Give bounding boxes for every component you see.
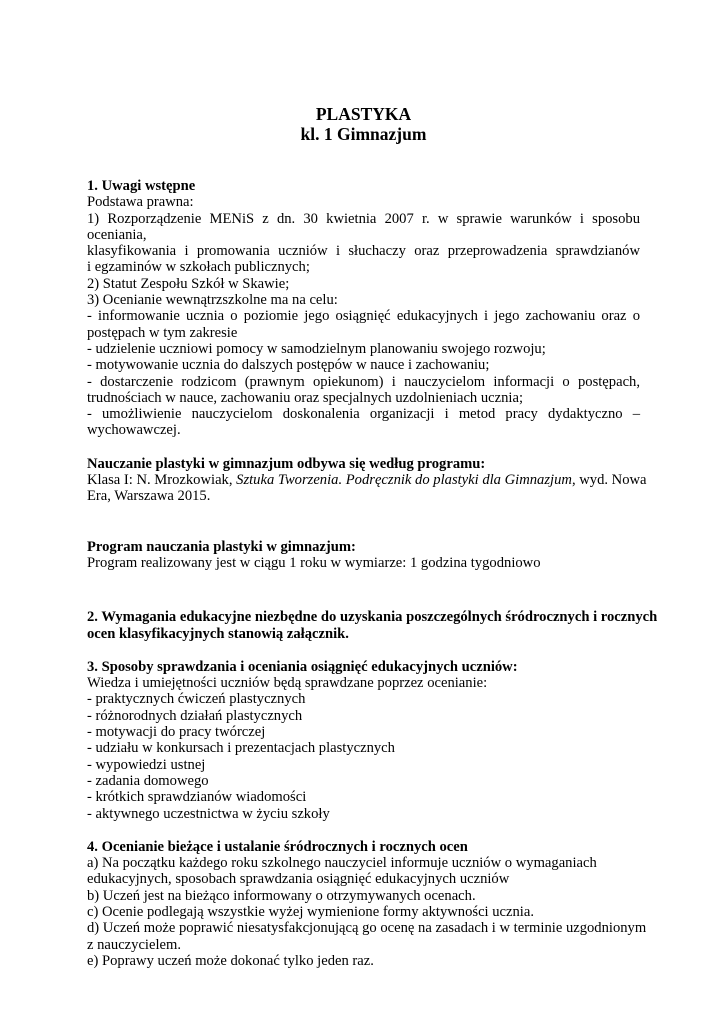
- section-4-line: b) Uczeń jest na bieżąco informowany o otrzymywanych ocenach.: [87, 887, 476, 904]
- program-suffix: , wyd. Nowa: [571, 472, 647, 489]
- section-3-heading: 3. Sposoby sprawdzania i oceniania osiągnięć edukacyjnych uczniów:: [87, 658, 518, 675]
- program-line: [87, 472, 647, 489]
- spacer: [87, 642, 640, 659]
- section-4-line: edukacyjnych, sposobach sprawdzania osiągnięć edukacyjnych uczniów: [87, 871, 510, 888]
- section-4-line: z nauczycielem.: [87, 936, 181, 953]
- section-2-heading-line-2: ocen klasyfikacyjnych stanowią załącznik.: [87, 625, 349, 642]
- section-4-heading: 4. Ocenianie bieżące i ustalanie śródrocznych i rocznych ocen: [87, 838, 468, 855]
- section-4-line: e) Poprawy uczeń może dokonać tylko jeden raz.: [87, 952, 374, 969]
- spacer: [87, 571, 640, 609]
- document-title: PLASTYKA: [315, 104, 412, 124]
- section-1-line: wychowawczej.: [87, 422, 181, 439]
- section-1-line: - udzielenie uczniowi pomocy w samodzielnym planowaniu swojego rozwoju;: [87, 340, 546, 357]
- section-1-line: postępach w tym zakresie: [87, 324, 238, 341]
- assessment-item: - udziału w konkursach i prezentacjach plastycznych: [87, 740, 395, 757]
- assessment-item: - zadania domowego: [87, 772, 209, 789]
- legal-basis-label: Podstawa prawna:: [87, 194, 194, 211]
- assessment-item: - wypowiedzi ustnej: [87, 756, 206, 773]
- document-page: [87, 104, 658, 969]
- section-1-line: - dostarczenie rodzicom (prawnym opiekunom) i nauczycielom informacji o postępach,: [87, 373, 640, 390]
- assessment-item: - motywacji do pracy twórczej: [87, 724, 266, 741]
- section-1-line: i egzaminów w szkołach publicznych;: [87, 259, 310, 276]
- section-4-line: a) Na początku każdego roku szkolnego nauczyciel informuje uczniów o wymaganiach: [87, 855, 597, 872]
- document-subtitle: kl. 1 Gimnazjum: [300, 124, 427, 144]
- section-1-line: - umożliwienie nauczycielom doskonalenia organizacji i metod pracy dydaktyczno –: [87, 406, 640, 423]
- section-1-line: klasyfikowania i promowania uczniów i słuchaczy oraz przeprowadzenia sprawdzianów: [87, 243, 640, 260]
- section-1-line: - informowanie ucznia o poziomie jego osiągnięć edukacyjnych i jego zachowaniu oraz o: [87, 308, 640, 325]
- section-1-line: trudnościach w nauce, zachowaniu oraz specjalnych uzdolnieniach ucznia;: [87, 389, 523, 406]
- spacer: [87, 505, 640, 539]
- assessment-item: - praktycznych ćwiczeń plastycznych: [87, 691, 306, 708]
- assessment-item: - różnorodnych działań plastycznych: [87, 707, 303, 724]
- program-heading: Nauczanie plastyki w gimnazjum odbywa się według programu:: [87, 455, 486, 472]
- spacer: [87, 822, 640, 839]
- spacer: [87, 439, 640, 456]
- assessment-item: - krótkich sprawdzianów wiadomości: [87, 789, 307, 806]
- program-prefix: Klasa I: N. Mrozkowiak,: [87, 472, 237, 489]
- section-3-intro: Wiedza i umiejętności uczniów będą sprawdzane poprzez ocenianie:: [87, 675, 488, 692]
- section-1-line: 1) Rozporządzenie MENiS z dn. 30 kwietnia 2007 r. w sprawie warunków i sposobu oceniania,: [87, 210, 640, 243]
- section-1-line: 2) Statut Zespołu Szkół w Skawie;: [87, 275, 290, 292]
- curriculum-text: Program realizowany jest w ciągu 1 roku w wymiarze: 1 godzina tygodniowo: [87, 554, 541, 571]
- section-1-line: - motywowanie ucznia do dalszych postępów w nauce i zachowaniu;: [87, 357, 490, 374]
- program-line-2: Era, Warszawa 2015.: [87, 488, 211, 505]
- section-1-heading: 1. Uwagi wstępne: [87, 178, 196, 194]
- section-1-line: 3) Ocenianie wewnątrzszkolne ma na celu:: [87, 292, 338, 309]
- section-4-line: d) Uczeń może poprawić niesatysfakcjonującą go ocenę na zasadach i w terminie uzgodnionym: [87, 920, 647, 937]
- section-2-heading-line-1: 2. Wymagania edukacyjne niezbędne do uzyskania poszczególnych śródrocznych i rocznych: [87, 609, 658, 626]
- section-4-line: c) Ocenie podlegają wszystkie wyżej wymienione formy aktywności ucznia.: [87, 903, 534, 920]
- program-book-title: Sztuka Tworzenia. Podręcznik do plastyki dla Gimnazjum: [236, 472, 572, 489]
- assessment-item: - aktywnego uczestnictwa w życiu szkoły: [87, 805, 330, 822]
- curriculum-heading: Program nauczania plastyki w gimnazjum:: [87, 538, 356, 555]
